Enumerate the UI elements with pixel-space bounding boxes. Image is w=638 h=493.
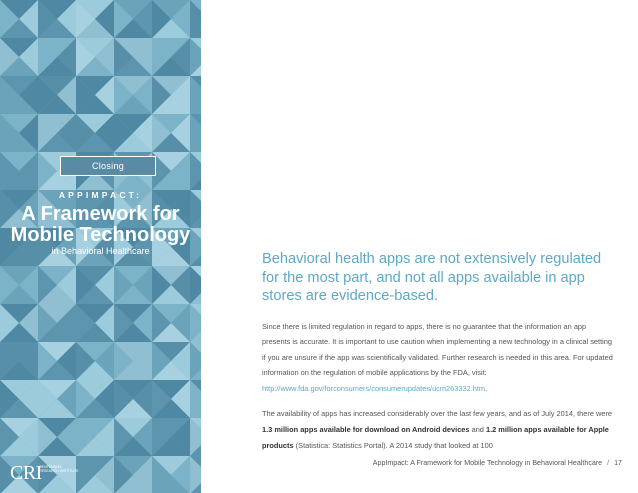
- paragraph-regulation-end: .: [485, 383, 488, 393]
- cover-sidebar: [0, 0, 201, 493]
- apple-stat: 1.2 million apps available for Apple products: [262, 425, 609, 450]
- footer-separator: /: [607, 459, 610, 467]
- availability-text-a: The availability of apps has increased considerably over the last few years, and as of July 2014, there were: [262, 409, 613, 419]
- callout-headline: Behavioral health apps are not extensively regulated for the most part, and not all apps available in app stores are evidence-based.: [262, 251, 602, 304]
- report-subtitle: in Behavioral Healthcare: [51, 246, 150, 256]
- report-title-line-2: Mobile Technology: [10, 224, 191, 246]
- availability-text-c: and: [469, 425, 486, 435]
- paragraph-availability: [262, 406, 614, 453]
- page-number: 17: [614, 459, 622, 467]
- section-tag: Closing: [60, 156, 156, 176]
- paragraph-regulation-text: Since there is limited regulation in regard to apps, there is no guarantee that the information an app presents is accurate. It is important to use caution when implementing a new technology in a clinical setting if you are unsure if the app was scientifically validated. Further research is needed in this area. For updated information on the regulation of mobile applications by the FDA, visit:: [262, 321, 613, 378]
- availability-text-d: (Statistica: Statistics Portal). A 2014 study that looked at 100: [293, 440, 493, 450]
- fda-link[interactable]: http://www.fda.gov/forconsumers/consumerupdates/ucm263332.htm: [262, 383, 486, 393]
- series-kicker: APPIMPACT:: [58, 190, 143, 200]
- cri-logo: [10, 462, 90, 488]
- page-content: [262, 250, 614, 453]
- footer-title: AppImpact: A Framework for Mobile Technology in Behavioral Healthcare: [372, 459, 603, 467]
- logo-mark: CRI: [10, 462, 42, 484]
- android-stat: 1.3 million apps available for download on Android devices: [262, 425, 470, 435]
- report-title-line-1: A Framework for: [21, 203, 180, 225]
- page-footer: [373, 459, 622, 467]
- report-title: [0, 204, 201, 246]
- paragraph-regulation: [262, 319, 614, 397]
- logo-name: CENTENNIAL RESEARCH INSTITUTE: [39, 465, 79, 474]
